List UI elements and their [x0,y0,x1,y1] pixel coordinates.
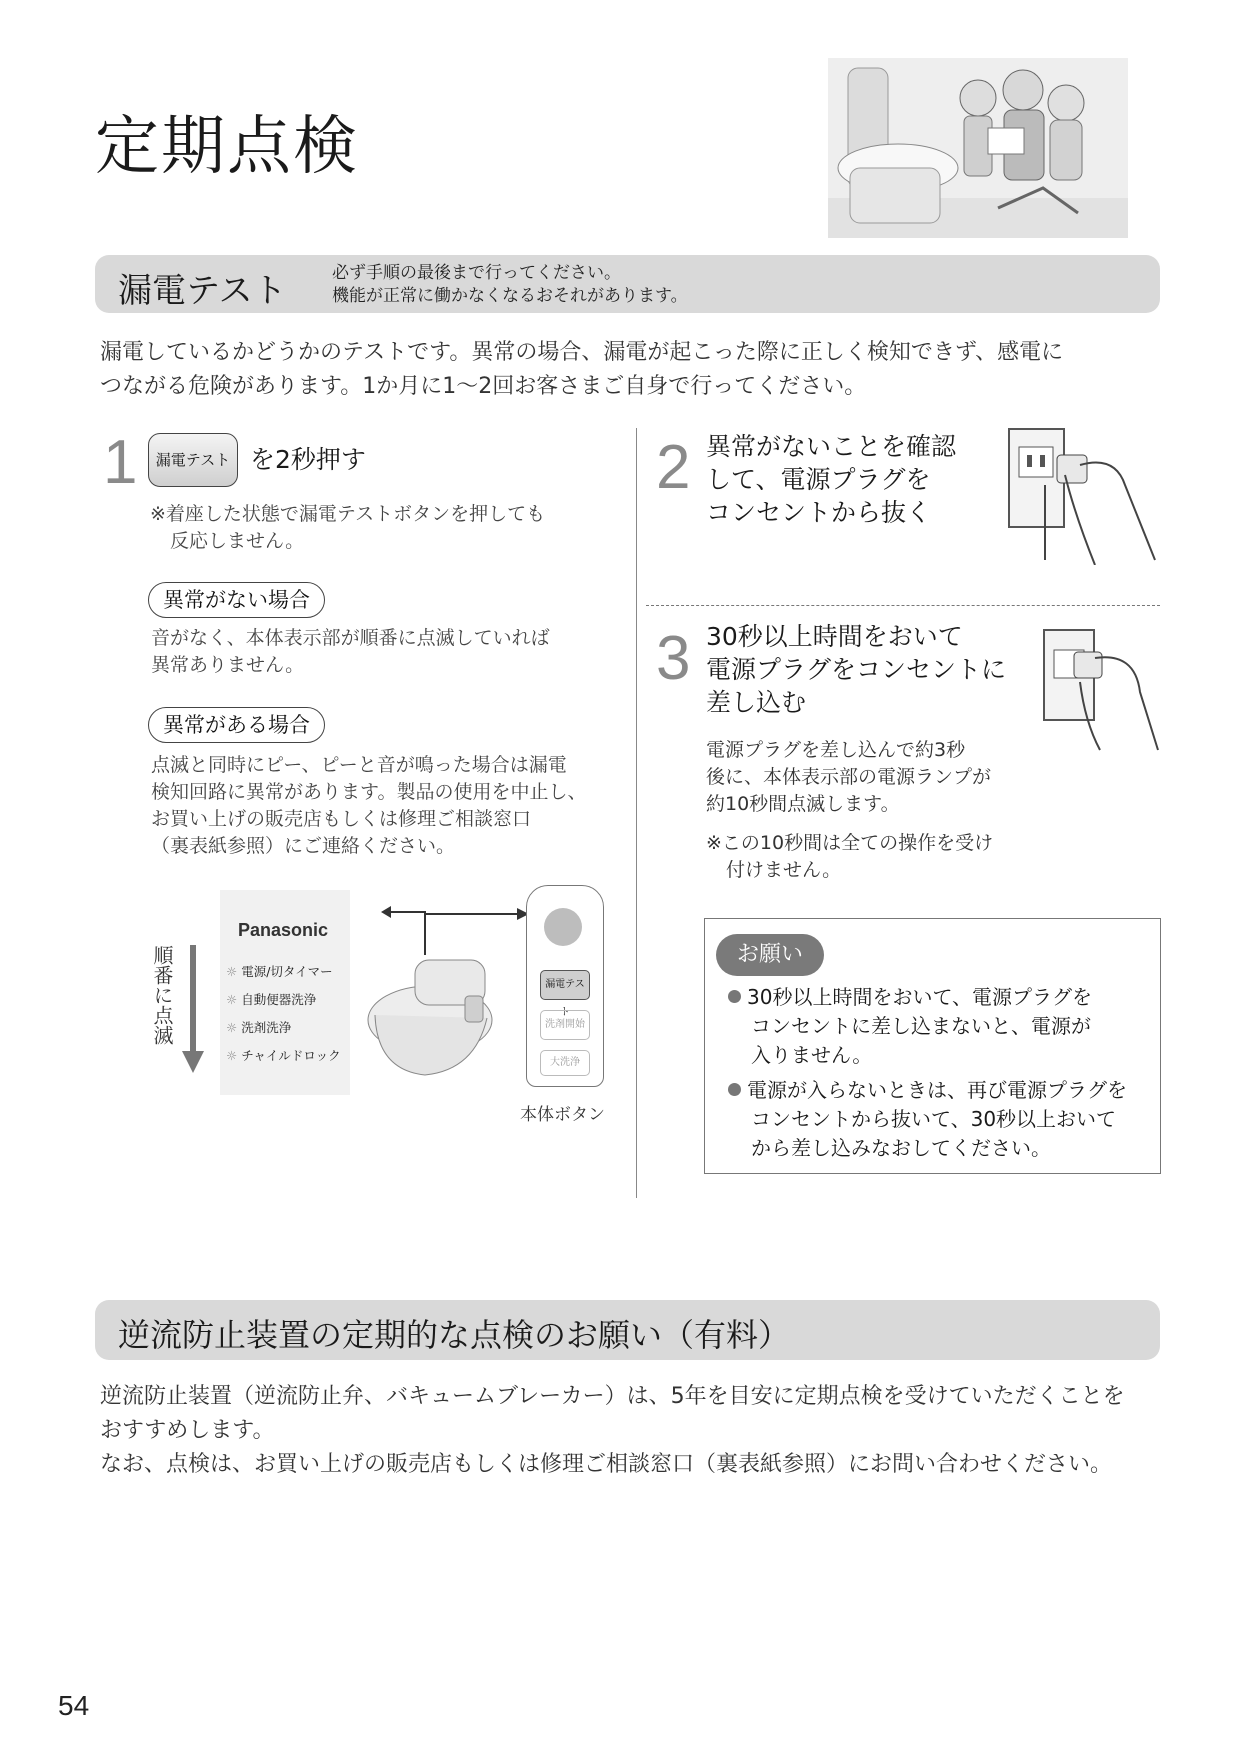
page-title: 定期点検 [95,110,359,184]
leak-test-heading: 漏電テスト [118,271,287,311]
request-tag: お願い [716,934,824,976]
step-1-note: ※着座した状態で漏電テストボタンを押しても 反応しません。 [150,503,546,552]
ng-case-tag: 異常がある場合 [148,707,325,743]
leak-test-intro: 漏電しているかどうかのテストです。異常の場合、漏電が起こった際に正しく検知できず、感電に つながる危険があります。1か月に1〜2回お客さまご自身で行ってください。 [100,340,1064,399]
step-2-text: 異常がないことを確認 して、電源プラグを コンセントから抜く [706,432,957,527]
step-3-number: 3 [656,624,691,693]
step-2-number: 2 [656,433,691,502]
bullet-icon [728,990,741,1003]
lamp-icon: ☼ [226,992,238,1007]
lamp-icon: ☼ [226,964,238,979]
brand-logo: Panasonic [238,920,329,940]
lamp-icon: ☼ [226,1020,238,1035]
arrow-to-panel-icon [425,908,530,938]
lamp-item: ☼ 自動便器洗浄 [226,992,317,1007]
family-toilet-illustration [828,58,1128,238]
display-panel [220,890,350,1095]
leak-test-warning: 必ず手順の最後まで行ってください。 機能が正常に働かなくなるおそれがあります。 [332,263,688,306]
lamp-item: ☼ チャイルドロック [226,1048,341,1063]
sensor-icon [544,908,582,946]
leak-test-button-icon: 漏電テスト [148,433,238,487]
backflow-heading: 逆流防止装置の定期的な点検のお願い（有料） [118,1316,791,1354]
ok-case-text: 音がなく、本体表示部が順番に点滅していれば 異常ありません。 [151,627,550,676]
request-bullet: 電源が入らないときは、再び電源プラグを コンセントから抜いて、30秒以上おいて から差し込みなおしてください。 [728,1076,1127,1163]
unplug-illustration [1005,425,1160,565]
side-control-panel [526,885,604,1087]
plug-in-illustration [1040,622,1160,752]
step-1-number: 1 [103,428,138,497]
lamp-list [226,958,341,1070]
panel-leak-test-button: 漏電テスト [540,970,590,1000]
step-1-text: を2秒押す [250,445,366,474]
backflow-text: 逆流防止装置（逆流防止弁、バキュームブレーカー）は、5年を目安に定期点検を受けていただくことを おすすめします。 なお、点検は、お買い上げの販売店もしくは修理ご相談窓口（裏表紙参照）にお問い合わせください。 [100,1384,1125,1477]
panel-caption: 本体ボタン [520,1105,605,1125]
lamp-item: ☼ 電源/切タイマー [226,964,333,979]
request-bullet: 30秒以上時間をおいて、電源プラグを コンセントに差し込まないと、電源が 入りません。 [728,983,1092,1070]
panel-big-flush-button: 大洗浄 [540,1050,590,1076]
page-number: 54 [58,1690,90,1721]
ok-case-tag: 異常がない場合 [148,582,325,618]
blink-order-label: 順番に点滅 [150,945,174,1045]
step-divider [646,605,1160,606]
step-3-detail: 電源プラグを差し込んで約3秒 後に、本体表示部の電源ランプが 約10秒間点滅します。 [706,739,992,815]
step-3-note: ※この10秒間は全ての操作を受け 付けません。 [706,832,994,881]
panel-detergent-button: 洗剤開始 [540,1010,590,1040]
column-divider [636,428,637,1198]
ng-case-text: 点滅と同時にピー、ピーと音が鳴った場合は漏電 検知回路に異常があります。製品の使用を中止し、 お買い上げの販売店もしくは修理ご相談窓口 （裏表紙参照）にご連絡ください。 [151,754,587,857]
bullet-icon [728,1083,741,1096]
down-arrow-icon [182,945,204,1075]
lamp-item: ☼ 洗剤洗浄 [226,1020,292,1035]
lamp-icon: ☼ [226,1048,238,1063]
step-3-text: 30秒以上時間をおいて 電源プラグをコンセントに 差し込む [706,622,1007,717]
